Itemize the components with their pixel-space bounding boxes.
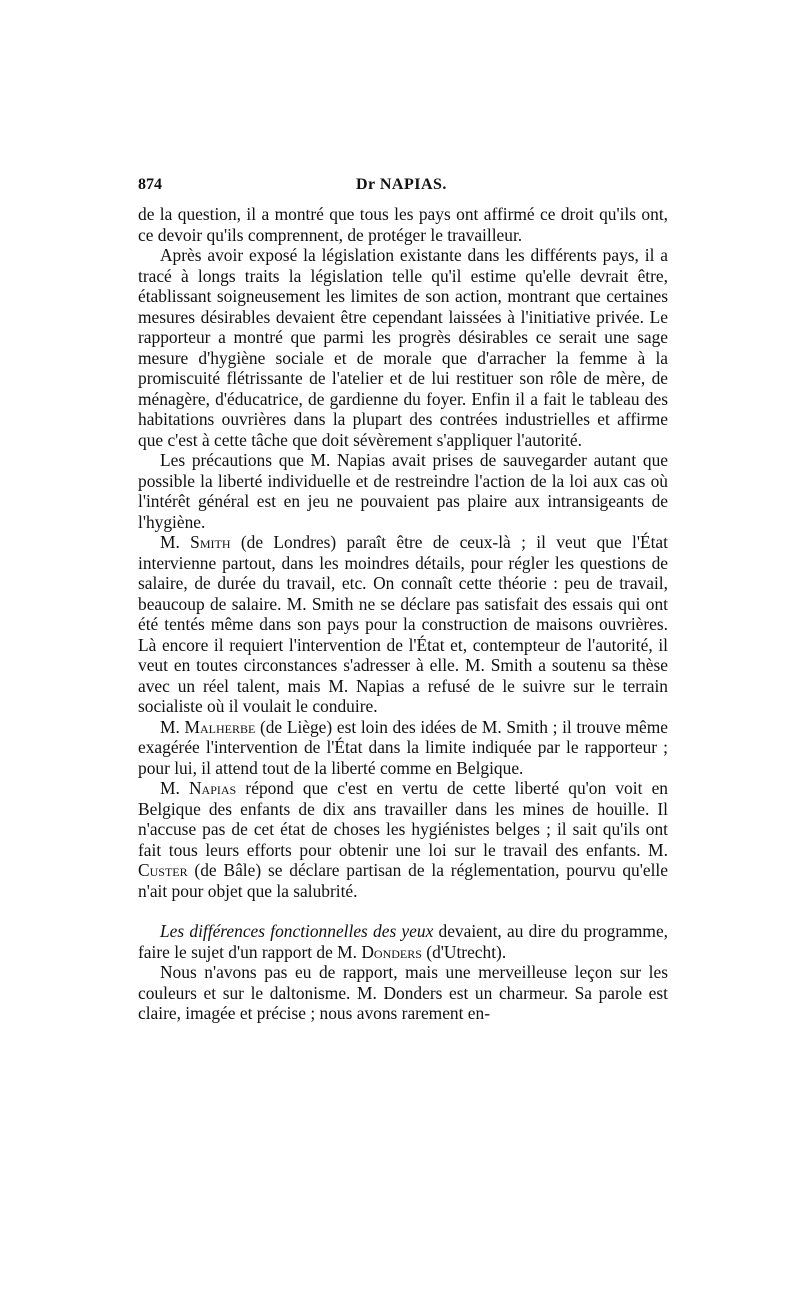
speaker-name-napias: Napias — [189, 778, 237, 798]
running-head: Dr NAPIAS. — [356, 176, 447, 193]
book-page — [138, 0, 668, 1304]
page-header — [138, 176, 668, 198]
paragraph-2: Après avoir exposé la législation existante dans les différents pays, il a tracé à longs traits la législation telle qu'il estime qu'elle devrait être, établissant soigneusement les limites de son action, montrant que certaines mesures désirables devaient être cependant laissées à l'initiative privée. Le rapporteur a montré que parmi les progrès désirables ce serait une sage mesure d'hygiène sociale et de morale que d'arracher la femme à la promiscuité flétrissante de l'atelier et de lui restituer son rôle de mère, de ménagère, d'éducatrice, de gardienne du foyer. Enfin il a fait le tableau des habitations ouvrières dans la plupart des contrées industrielles et affirme que c'est à cette tâche que doit sévèrement s'appliquer l'autorité. — [138, 245, 668, 450]
paragraph-7-text-2: (d'Utrecht). — [421, 941, 507, 962]
paragraph-4-lead: M. — [160, 532, 191, 552]
body-text — [138, 204, 668, 1024]
paragraph-4 — [138, 532, 668, 717]
paragraph-6-text-1: répond que c'est en vertu de cette liberté qu'on voit en Belgique des enfants de dix ans travailler dans les mines de houille. Il n'accuse pas de cet état de choses les hygiénistes belges ; il sait qu'ils ont fait tous leurs efforts pour obtenir une loi sur le travail des enfants. M. — [138, 778, 668, 860]
paragraph-5-text: (de Liège) est loin des idées de M. Smith ; il trouve même exagérée l'intervention de l'État dans la limite indiquée par le rapporteur ; pour lui, il attend tout de la liberté comme en Belgique. — [138, 716, 668, 778]
paragraph-3: Les précautions que M. Napias avait prises de sauvegarder autant que possible la liberté individuelle et de restreindre l'action de la loi aux cas où l'intérêt général est en jeu ne pouvaient pas plaire aux intransigeants de l'hygiène. — [138, 450, 668, 532]
paragraph-6-text-2: (de Bâle) se déclare partisan de la réglementation, pourvu qu'elle n'ait pour objet que la salubrité. — [138, 860, 668, 901]
section-topic: Les différences fonctionnelles des yeux — [160, 921, 434, 941]
paragraph-5-lead: M. — [160, 716, 185, 737]
paragraph-6-lead: M. — [160, 778, 189, 798]
paragraph-8: Nous n'avons pas eu de rapport, mais une merveilleuse leçon sur les couleurs et sur le daltonisme. M. Donders est un charmeur. Sa parole est claire, imagée et précise ; nous avons rarement en- — [138, 962, 668, 1023]
paragraph-5 — [138, 717, 668, 779]
speaker-name-donders: Donders — [361, 941, 422, 962]
speaker-name-malherbe: Malherbe — [184, 716, 256, 737]
paragraph-7 — [138, 921, 668, 962]
paragraph-4-text: (de Londres) paraît être de ceux-là ; il veut que l'État intervienne partout, dans les moindres détails, pour régler les questions de salaire, de durée du travail, etc. On connaît cette théorie : peu de travail, beaucoup de salaire. M. Smith ne se déclare pas satisfait des essais qui ont été tentés même dans son pays pour la construction de maisons ouvrières. Là encore il requiert l'intervention de l'État et, contempteur de l'autorité, il veut en toutes circonstances s'adresser à elle. M. Smith a soutenu sa thèse avec un réel talent, mais M. Napias a refusé de le suivre sur le terrain socialiste où il voulait le conduire. — [138, 532, 668, 716]
paragraph-1: de la question, il a montré que tous les pays ont affirmé ce droit qu'ils ont, ce devoir qu'ils comprennent, de protéger le travailleur. — [138, 204, 668, 245]
page-number: 874 — [138, 176, 162, 193]
speaker-name-smith: Smith — [190, 532, 231, 552]
speaker-name-custer: Custer — [138, 860, 188, 880]
paragraph-7-text-1: devaient, au dire du programme, faire le sujet d'un rapport de M. — [138, 921, 669, 962]
paragraph-6 — [138, 778, 668, 901]
